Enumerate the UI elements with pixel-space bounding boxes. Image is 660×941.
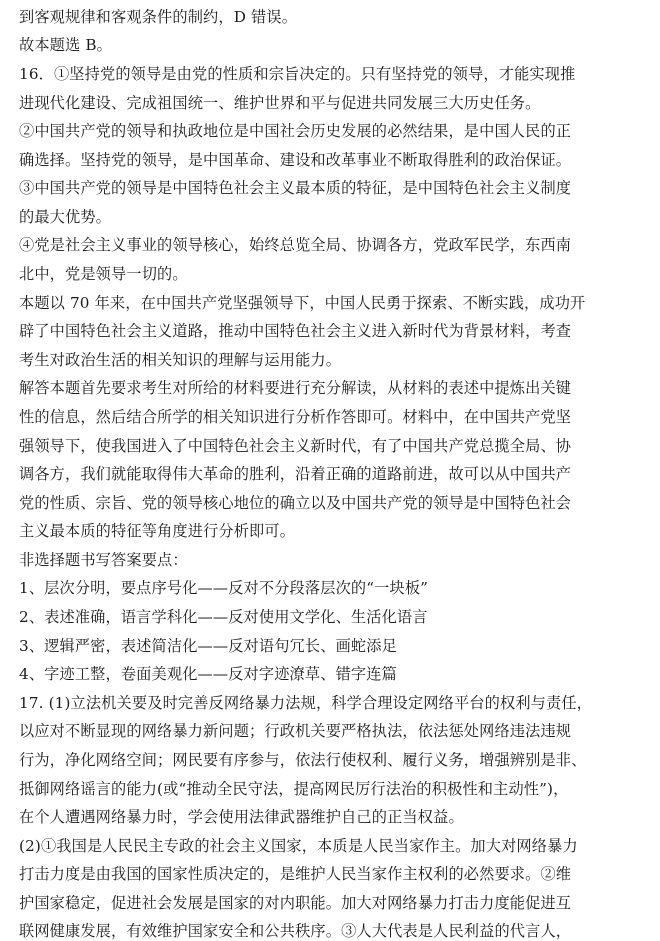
text-line: 17. (1)立法机关要及时完善反网络暴力法规，科学合理设定网络平台的权利与责任， (19, 694, 593, 712)
text-line: 性的信息，然后结合所学的相关知识进行分析作答即可。材料中，在中国共产党坚 (19, 408, 572, 426)
text-line: 进现代化建设、完成祖国统一、维护世界和平与促进共同发展三大历史任务。 (19, 94, 541, 112)
text-line: 调各方，我们就能取得伟大革命的胜利，沿着正确的道路前进，故可以从中国共产 (19, 465, 572, 483)
text-line: 党的性质、宗旨、党的领导核心地位的确立以及中国共产党的领导是中国特色社会 (19, 494, 572, 512)
text-line: 行为，净化网络空间；网民要有序参与，依法行使权利、履行义务，增强辨别是非、 (19, 751, 587, 769)
text-line: 在个人遭遇网络暴力时，学会使用法律武器维护自己的正当权益。 (19, 808, 464, 826)
text-line: 确选择。坚持党的领导，是中国革命、建设和改革事业不断取得胜利的政治保证。 (19, 151, 572, 169)
text-line: 1、层次分明，要点序号化——反对不分段落层次的“一块板” (19, 579, 429, 597)
text-line: ④党是社会主义事业的领导核心，始终总览全局、协调各方，党政军民学，东西南 (19, 236, 572, 254)
text-line: 16．①坚持党的领导是由党的性质和宗旨决定的。只有坚持党的领导，才能实现推 (19, 65, 576, 83)
text-line: 到客观规律和客观条件的制约，D 错误。 (19, 8, 298, 26)
text-line: ②中国共产党的领导和执政地位是中国社会历史发展的必然结果，是中国人民的正 (19, 122, 572, 140)
text-line: 强领导下，使我国进入了中国特色社会主义新时代，有了中国共产党总揽全局、协 (19, 437, 572, 455)
text-line: (2)①我国是人民民主专政的社会主义国家，本质是人民当家作主。加大对网络暴力 (19, 837, 578, 855)
text-line: 解答本题首先要求考生对所给的材料要进行充分解读，从材料的表述中提炼出关键 (19, 379, 572, 397)
text-line: 考生对政治生活的相关知识的理解与运用能力。 (19, 351, 342, 369)
text-line: 联网健康发展，有效维护国家安全和公共秩序。③人大代表是人民利益的代言人， (19, 922, 572, 940)
text-line: 故本题选 B。 (19, 36, 112, 54)
text-line: 4、字迹工整，卷面美观化——反对字迹潦草、错字连篇 (19, 665, 397, 683)
text-line: 2、表述准确，语言学科化——反对使用文学化、生活化语言 (19, 608, 428, 626)
text-line: 北中，党是领导一切的。 (19, 265, 188, 283)
text-line: 主义最本质的特征等角度进行分析即可。 (19, 522, 296, 540)
text-line: 辟了中国特色社会主义道路，推动中国特色社会主义进入新时代为背景材料，考查 (19, 322, 572, 340)
text-line: 的最大优势。 (19, 208, 112, 226)
text-line: ③中国共产党的领导是中国特色社会主义最本质的特征，是中国特色社会主义制度 (19, 179, 572, 197)
text-line: 3、逻辑严密，表述简洁化——反对语句冗长、画蛇添足 (19, 637, 397, 655)
text-line: 打击力度是由我国的国家性质决定的，是维护人民当家作主权利的必然要求。②维 (19, 865, 572, 883)
text-line: 护国家稳定，促进社会发展是国家的对内职能。加大对网络暴力打击力度能促进互 (19, 894, 572, 912)
text-line: 本题以 70 年来，在中国共产党坚强领导下，中国人民勇于探索、不断实践，成功开 (19, 294, 586, 312)
text-line: 非选择题书写答案要点： (19, 551, 188, 569)
text-line: 抵御网络谣言的能力(或“推动全民守法，提高网民厉行法治的积极性和主动性”)， (19, 780, 569, 798)
text-line: 以应对不断显现的网络暴力新问题；行政机关要严格执法，依法惩处网络违法违规 (19, 722, 572, 740)
